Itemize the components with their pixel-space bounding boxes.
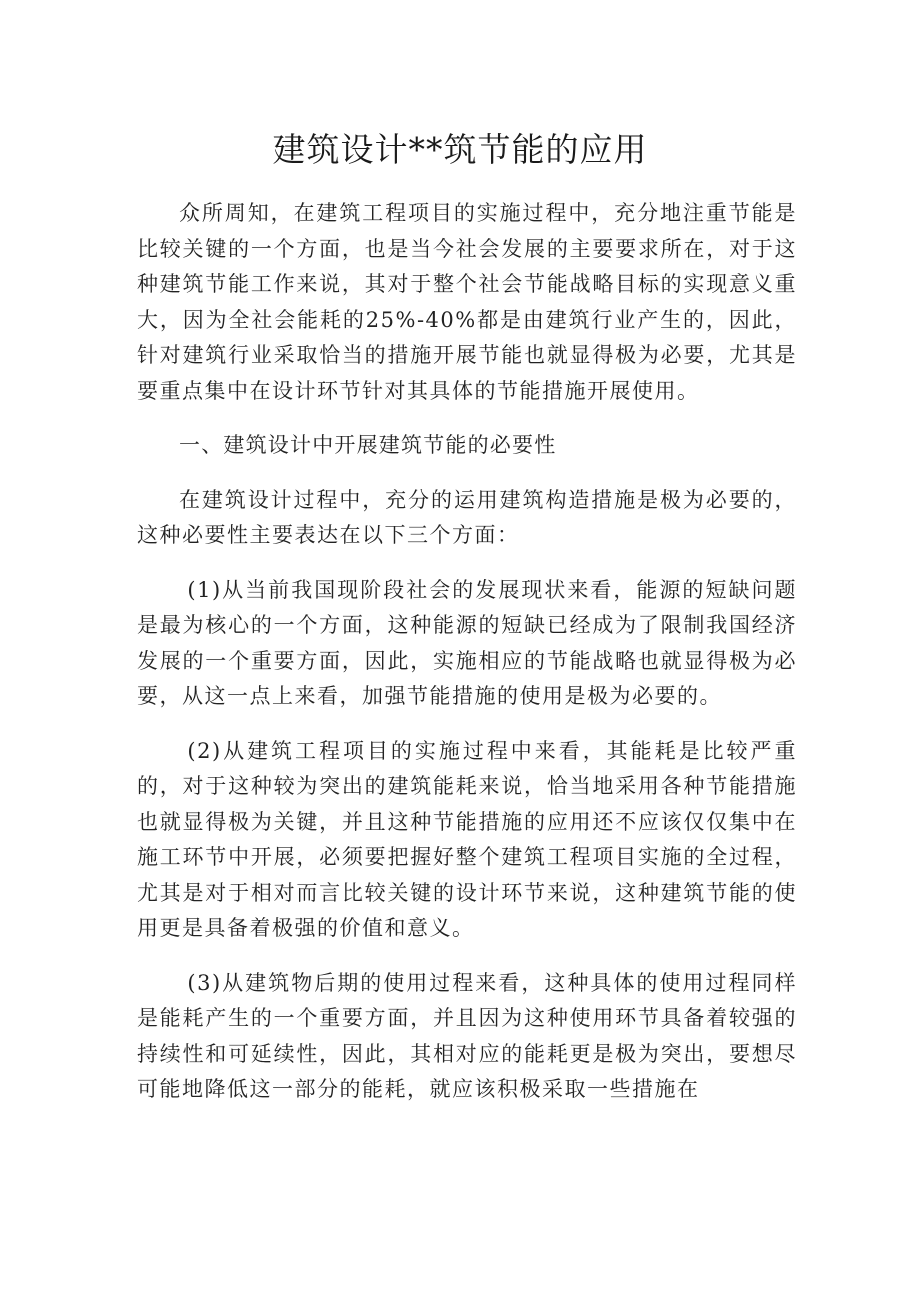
section-heading: 一、建筑设计中开展建筑节能的必要性	[179, 433, 557, 457]
paragraph-item-1: (1)从当前我国现阶段社会的发展现状来看，能源的短缺问题是最为核心的一个方面，这种能源的短缺已经成为了限制我国经济发展的一个重要方面，因此，实施相应的节能战略也就显得极为必要，从这一点上来看，加强节能措施的使用是极为必要的。	[137, 577, 797, 708]
paragraph-item-2: (2)从建筑工程项目的实施过程中来看，其能耗是比较严重的，对于这种较为突出的建筑能耗来说，恰当地采用各种节能措施也就显得极为关键，并且这种节能措施的应用还不应该仅仅集中在施工环节中开展，必须要把握好整个建筑工程项目实施的全过程，尤其是对于相对而言比较关键的设计环节来说，这种建筑节能的使用更是具备着极强的价值和意义。	[137, 738, 797, 940]
paragraph-necessity: 在建筑设计过程中，充分的运用建筑构造措施是极为必要的，这种必要性主要表达在以下三个方面：	[137, 487, 797, 547]
paragraph-intro: 众所周知，在建筑工程项目的实施过程中，充分地注重节能是比较关键的一个方面，也是当今社会发展的主要要求所在，对于这种建筑节能工作来说，其对于整个社会节能战略目标的实现意义重大，因为全社会能耗的25%-40%都是由建筑行业产生的，因此，针对建筑行业采取恰当的措施开展节能也就显得极为必要，尤其是要重点集中在设计环节针对其具体的节能措施开展使用。	[137, 201, 797, 403]
document-body	[137, 196, 797, 1127]
paragraph-item-3: (3)从建筑物后期的使用过程来看，这种具体的使用过程同样是能耗产生的一个重要方面，并且因为这种使用环节具备着较强的持续性和可延续性，因此，其相对应的能耗更是极为突出，要想尽可能地降低这一部分的能耗，就应该积极采取一些措施在	[137, 970, 797, 1101]
document-title: 建筑设计**筑节能的应用	[272, 130, 648, 169]
